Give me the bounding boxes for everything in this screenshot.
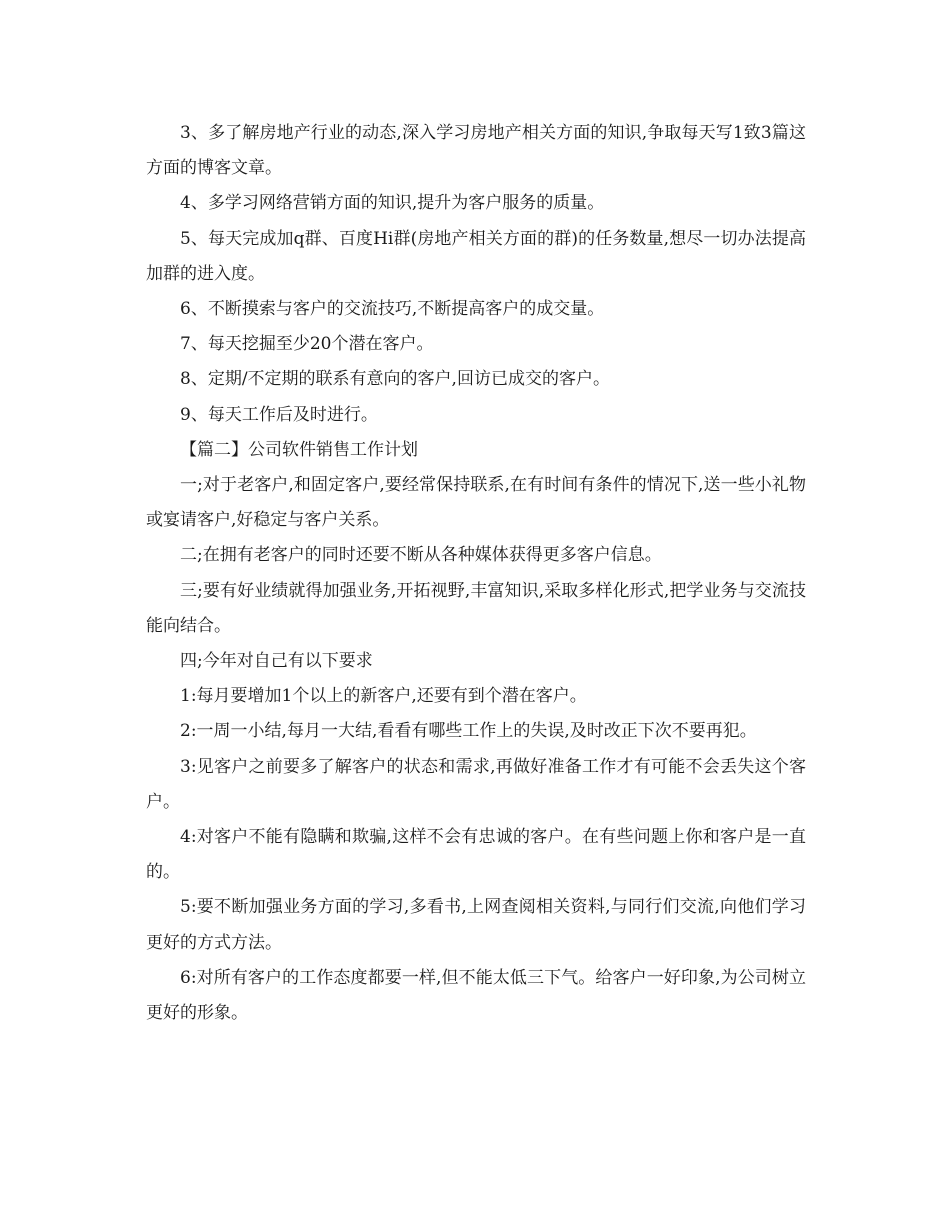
- plan-item-4: 四;今年对自己有以下要求: [180, 651, 373, 672]
- requirement-item-1: 1:每月要增加1个以上的新客户,还要有到个潜在客户。: [180, 686, 587, 707]
- requirement-item-4: 4:对客户不能有隐瞒和欺骗,这样不会有忠诚的客户。在有些问题上你和客户是一直的。: [146, 827, 806, 883]
- requirement-item-2: 2:一周一小结,每月一大结,看看有哪些工作上的失误,及时改正下次不要再犯。: [180, 721, 757, 742]
- paragraph-item-7: 7、每天挖掘至少20个潜在客户。: [180, 334, 434, 355]
- document-body: [146, 116, 806, 1031]
- requirement-item-3: 3:见客户之前要多了解客户的状态和需求,再做好准备工作才有可能不会丢失这个客户。: [146, 756, 806, 812]
- paragraph-item-3: 3、多了解房地产行业的动态,深入学习房地产相关方面的知识,争取每天写1致3篇这方面的博客文章。: [146, 123, 806, 179]
- requirement-item-6: 6:对所有客户的工作态度都要一样,但不能太低三下气。给客户一好印象,为公司树立更好的形象。: [146, 967, 806, 1024]
- requirement-item-5: 5:要不断加强业务方面的学习,多看书,上网查阅相关资料,与同行们交流,向他们学习更好的方式方法。: [146, 897, 806, 953]
- plan-item-1: 一;对于老客户,和固定客户,要经常保持联系,在有时间有条件的情况下,送一些小礼物或宴请客户,好稳定与客户关系。: [146, 475, 806, 531]
- paragraph-item-9: 9、每天工作后及时进行。: [180, 404, 378, 425]
- paragraph-item-6: 6、不断摸索与客户的交流技巧,不断提高客户的成交量。: [180, 299, 605, 320]
- paragraph-item-4: 4、多学习网络营销方面的知识,提升为客户服务的质量。: [180, 193, 605, 214]
- paragraph-item-5: 5、每天完成加q群、百度Hi群(房地产相关方面的群)的任务数量,想尽一切办法提高加群的进入度。: [146, 228, 806, 284]
- plan-item-2: 二;在拥有老客户的同时还要不断从各种媒体获得更多客户信息。: [180, 545, 662, 566]
- paragraph-item-8: 8、定期/不定期的联系有意向的客户,回访已成交的客户。: [180, 369, 610, 390]
- plan-item-3: 三;要有好业绩就得加强业务,开拓视野,丰富知识,采取多样化形式,把学业务与交流技能向结合。: [146, 580, 806, 636]
- section-heading: 【篇二】公司软件销售工作计划: [180, 439, 418, 460]
